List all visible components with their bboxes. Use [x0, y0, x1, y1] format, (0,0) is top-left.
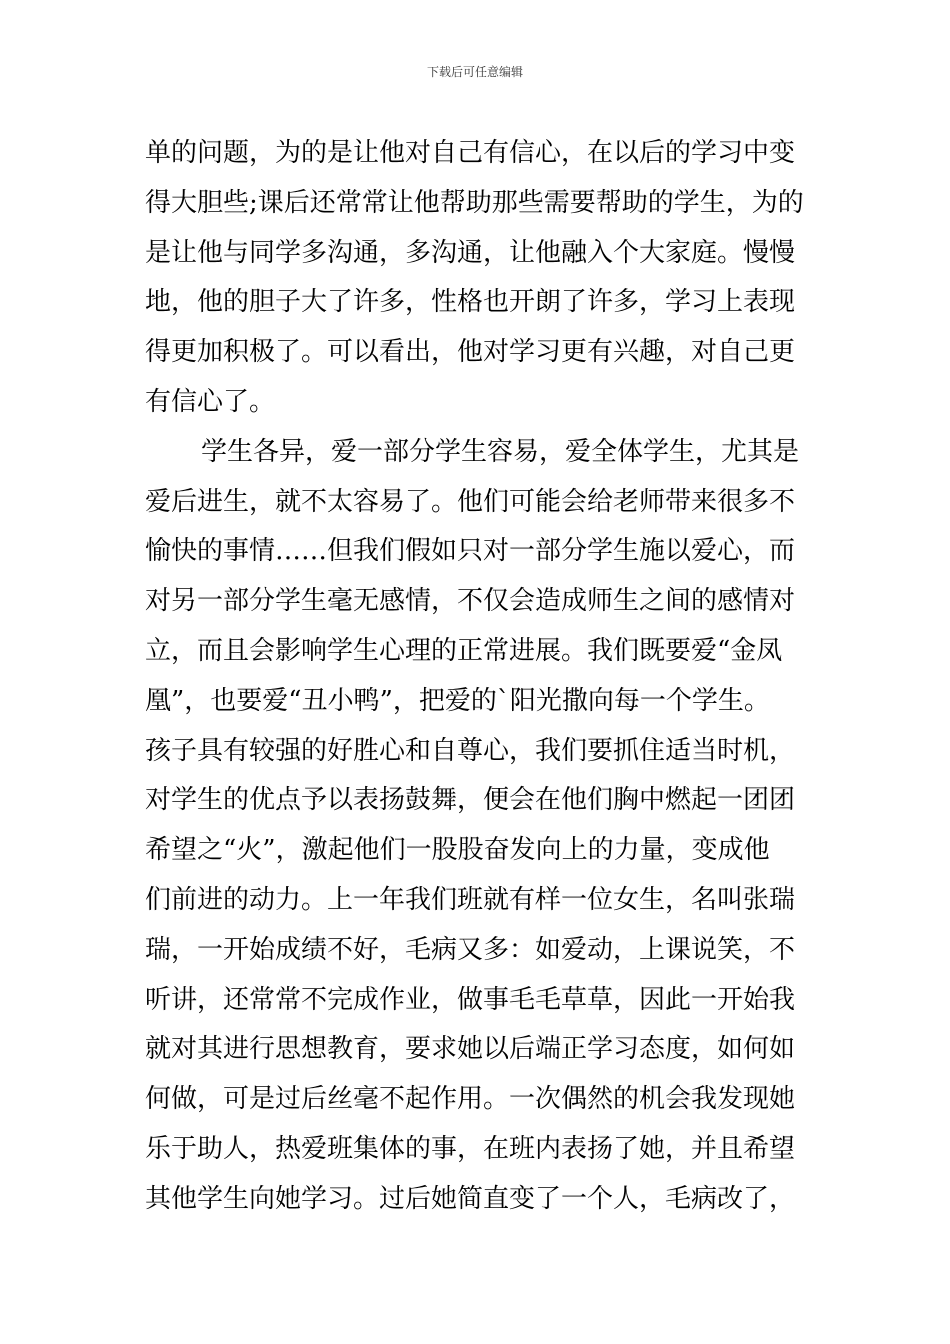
text-line: 地，他的胆子大了许多，性格也开朗了许多，学习上表现	[145, 287, 796, 318]
text-line: 对学生的优点予以表扬鼓舞，便会在他们胸中燃起一团团	[145, 785, 796, 816]
text-line: 学生各异，爱一部分学生容易，爱全体学生，尤其是	[201, 436, 800, 467]
text-line: 何做，可是过后丝毫不起作用。一次偶然的机会我发现她	[145, 1084, 796, 1115]
text-line: 其他学生向她学习。过后她简直变了一个人，毛病改了，	[145, 1183, 796, 1214]
text-line: 希望之“火”，激起他们一股股奋发向上的力量，变成他	[145, 835, 770, 866]
text-line: 就对其进行思想教育，要求她以后端正学习态度，如何如	[145, 1034, 796, 1065]
page-header-note: 下载后可任意编辑	[426, 65, 523, 79]
document-body	[145, 129, 810, 1225]
text-line: 瑞，一开始成绩不好，毛病又多：如爱动，上课说笑，不	[145, 934, 796, 965]
text-line: 单的问题，为的是让他对自己有信心，在以后的学习中变	[145, 138, 796, 168]
text-line: 立，而且会影响学生心理的正常进展。我们既要爱“金凤	[145, 635, 783, 666]
text-line: 孩子具有较强的好胜心和自尊心，我们要抓住适当时机，	[145, 735, 796, 766]
text-line: 得大胆些;课后还常常让他帮助那些需要帮助的学生，为的	[145, 187, 804, 218]
text-line: 听讲，还常常不完成作业，做事毛毛草草，因此一开始我	[145, 984, 796, 1015]
text-line: 乐于助人，热爱班集体的事，在班内表扬了她，并且希望	[145, 1133, 796, 1164]
text-line: 得更加积极了。可以看出，他对学习更有兴趣，对自己更	[145, 337, 796, 368]
paragraph-1	[145, 129, 810, 428]
text-line: 凰”，也要爱“丑小鸭”，把爱的`阳光撒向每一个学生。	[145, 685, 770, 716]
text-line: 是让他与同学多沟通，多沟通，让他融入个大家庭。慢慢	[145, 237, 796, 268]
text-line: 有信心了。	[145, 386, 276, 417]
text-line: 们前进的动力。上一年我们班就有样一位女生，名叫张瑞	[145, 884, 796, 915]
text-line: 愉快的事情……但我们假如只对一部分学生施以爱心，而	[145, 536, 796, 567]
text-line: 爱后进生，就不太容易了。他们可能会给老师带来很多不	[145, 486, 796, 517]
text-line: 对另一部分学生毫无感情，不仅会造成师生之间的感情对	[145, 586, 796, 617]
paragraph-2	[145, 428, 810, 1225]
